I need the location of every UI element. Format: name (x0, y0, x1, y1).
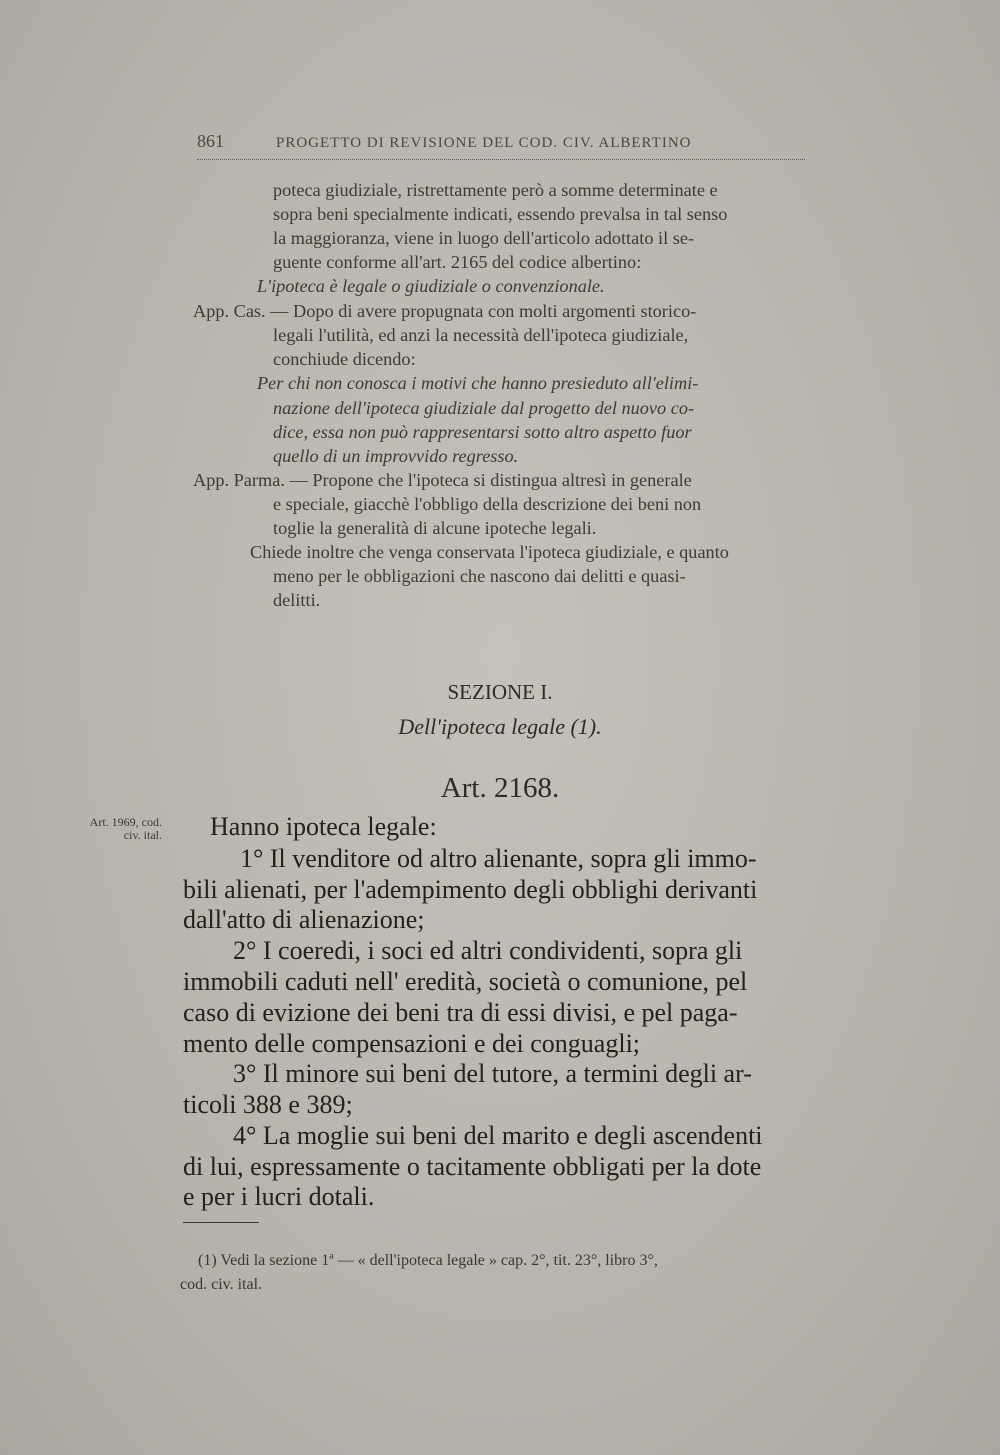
commentary-line: conchiude dicendo: (273, 349, 416, 369)
commentary-line-italic: L'ipoteca è legale o giudiziale o convenzionale. (257, 276, 605, 296)
commentary-line: delitti. (273, 590, 321, 610)
footnote-line: (1) Vedi la sezione 1ª — « dell'ipoteca legale » cap. 2°, tit. 23°, libro 3°, (198, 1252, 658, 1269)
section-heading: SEZIONE I. (447, 680, 553, 704)
commentary-line: legali l'utilità, ed anzi la necessità dell'ipoteca giudiziale, (273, 325, 689, 345)
commentary-line: Chiede inoltre che venga conservata l'ipoteca giudiziale, e quanto (250, 542, 729, 562)
article-line: Hanno ipoteca legale: (210, 812, 437, 841)
commentary-line: guente conforme all'art. 2165 del codice albertino: (273, 252, 642, 272)
running-title: PROGETTO DI REVISIONE DEL COD. CIV. ALBERTINO (276, 135, 692, 151)
article-line: e per i lucri dotali. (183, 1182, 375, 1211)
running-header (197, 131, 691, 152)
footnote-rule (183, 1222, 259, 1223)
article-line: 4° La moglie sui beni del marito e degli ascendenti (233, 1121, 763, 1150)
commentary-line-italic: quello di un improvvido regresso. (273, 446, 519, 466)
article-line: bili alienati, per l'adempimento degli obblighi derivanti (183, 875, 758, 904)
article-title: Art. 2168. (440, 772, 560, 804)
page-number: 861 (197, 131, 224, 151)
commentary-line: meno per le obbligazioni che nascono dai delitti e quasi- (273, 566, 686, 586)
header-rule (197, 159, 805, 160)
article-line: 2° I coeredi, i soci ed altri condividenti, sopra gli (233, 936, 743, 965)
commentary-line: toglie la generalità di alcune ipoteche legali. (273, 518, 597, 538)
article-line: caso di evizione dei beni tra di essi divisi, e pel paga- (183, 998, 738, 1027)
footnote-line: cod. civ. ital. (180, 1276, 263, 1293)
commentary-line-italic: Per chi non conosca i motivi che hanno presieduto all'elimi- (257, 373, 699, 393)
article-line: di lui, espressamente o tacitamente obbligati per la dote (183, 1152, 762, 1181)
commentary-line: la maggioranza, viene in luogo dell'articolo adottato il se- (273, 228, 695, 248)
commentary-line: poteca giudiziale, ristrettamente però a somme determinate e (273, 180, 718, 200)
article-line: 1° Il venditore od altro alienante, sopra gli immo- (240, 844, 757, 873)
commentary-line: e speciale, giacchè l'obbligo della descrizione dei beni non (273, 494, 702, 514)
article-line: dall'atto di alienazione; (183, 905, 425, 934)
article-line: 3° Il minore sui beni del tutore, a termini degli ar- (233, 1059, 752, 1088)
commentary-line: App. Parma. — Propone che l'ipoteca si distingua altresì in generale (193, 470, 692, 490)
commentary-line-italic: dice, essa non può rappresentarsi sotto altro aspetto fuor (273, 422, 692, 442)
commentary-line: App. Cas. — Dopo di avere propugnata con molti argomenti storico- (193, 301, 697, 321)
article-line: ticoli 388 e 389; (183, 1090, 353, 1119)
commentary-line: sopra beni specialmente indicati, essendo prevalsa in tal senso (273, 204, 728, 224)
commentary-line-italic: nazione dell'ipoteca giudiziale dal progetto del nuovo co- (273, 398, 695, 418)
article-line: mento delle compensazioni e dei conguagli; (183, 1029, 641, 1058)
article-line: immobili caduti nell' eredità, società o comunione, pel (183, 967, 748, 996)
section-subheading: Dell'ipoteca legale (1). (398, 714, 602, 739)
margin-reference: Art. 1969, cod. civ. ital. (89, 815, 162, 842)
